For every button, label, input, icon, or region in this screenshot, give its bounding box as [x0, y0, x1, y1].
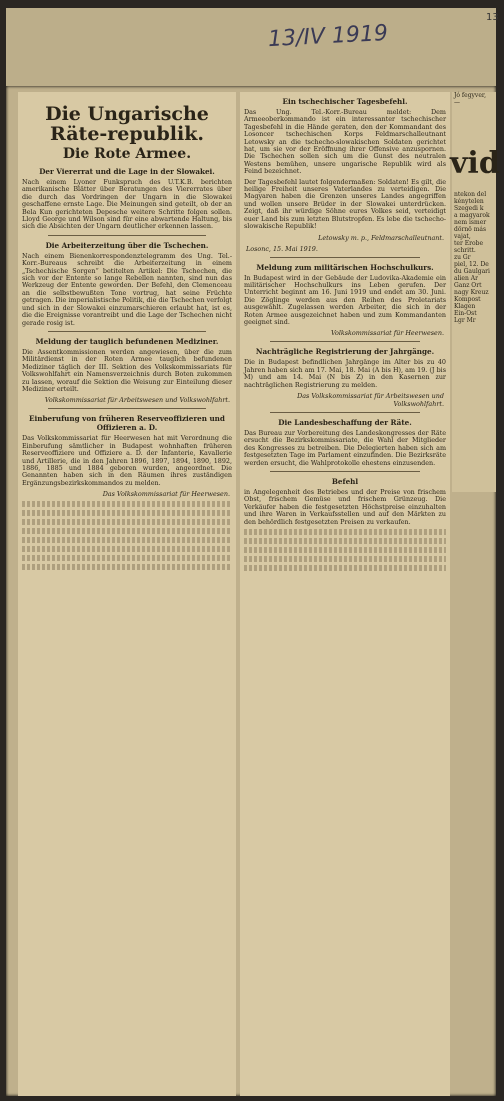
text-texture — [22, 510, 232, 516]
fragment-headline: vid — [450, 146, 500, 181]
section-text: Das Bureau zur Vorbereitung des Landeskongresses der Räte ersucht die Bezirkskommissariate, die Wahl der Mitglieder des Kongresses zu betreiben. Die Delegierten haben sich am festgesetzten Tage im Parlament einzufinden. Die Bezirksräte werden ersucht, die Wahlprotokolle ehestens einzusenden. — [244, 428, 446, 467]
right-partial-clipping — [450, 92, 500, 492]
section-text: In Budapest wird in der Gebäude der Ludovika-Akademie ein militärischer Hochschulkurs ins Leben gerufen. Der Unterricht beginnt am 16. Juni 1919 und endet am 30. Juni. Die Zöglinge werden aus den Reihen des Proletariats ausgewählt. Zugelassen werden Arbeiter, die sich in der Roten Armee ausgezeichnet haben und zum Kommandanten geeignet sind. — [244, 273, 446, 326]
divider — [270, 257, 420, 258]
dateline: Losonc, 15. Mai 1919. — [246, 244, 318, 253]
left-clipping — [18, 92, 236, 1096]
text-texture — [22, 519, 232, 525]
section-text: Die in Budapest befindlichen Jahrgänge im Alter bis zu 40 Jahren haben sich am 17. Mai, 18. Mai (A bis H), am 19. (J bis M) und am 14. Mai (N bis Z) in den Kasernen zur nachträglichen Registrierung zu melden. — [244, 358, 446, 389]
fragment-line: vajat, — [454, 233, 471, 240]
fragment-lines — [452, 191, 496, 324]
fragment-line: ntekon del — [454, 191, 487, 198]
page-number: 13 — [486, 12, 499, 23]
text-texture — [22, 537, 232, 543]
section-heading: Die Arbeiterzeitung über die Tschechen. — [45, 240, 209, 250]
section-text: Die Assentkommissionen werden angewiesen, über die zum Militärdienst in der Roten Armee tauglich befundenen Mediziner täglich der III. Sektion des Volkskommissariats für Volkswohlfahrt ein Namensverzeichnis durch Boten zukommen zu lassen, worauf die Sektion die Weisung zur Einteilung dieser Mediziner erteilt. — [22, 347, 232, 393]
fragment-line: — — [454, 99, 460, 106]
section-heading: Einberufung von früheren Reserveoffizieren und Offizieren a. D. — [29, 414, 225, 433]
text-texture — [244, 529, 446, 535]
signature: Das Volkskommissariat für Arbeitswesen und Volkswohlfahrt. — [297, 391, 444, 408]
text-texture — [22, 546, 232, 552]
section-text: in Angelegenheit des Betriebes und der Preise von frischem Obst, frischem Gemüse und frischem Grünzeug. Die Verkäufer haben die festgesetzten Höchstpreise einzuhalten und ihre Waren in Verkaufsstellen und auf den Märkten zu den behördlich festgesetzten Preisen zu verkaufen. — [244, 488, 446, 526]
section-text: Nach einem Bienenkorrespondenztelegramm des Ung. Tel.-Korr.-Bureaus schreibt die Arbeiterzeitung in einem „Tschechische Sorgen“ betitelten Artikel: Die Tschechen, die sich vor der Entente so lange Rebellen nannten, sind nun das Werkzeug der Entente geworden. Der Befehl, den Clemenceau an die selbstbewußten Tone vortrug, hat seine Früchte getragen. Die imperialistische Politik, die die Tschechen verfolgt und sich in der Slowakei einzumarschieren erlaubt hat, ist es, die die Ereignisse vorantreibt und die Lage der Tschechen nicht gerade rosig ist. — [22, 251, 232, 327]
handwritten-date: 13/IV 1919 — [267, 20, 389, 53]
fragment-line: a magyarok — [454, 212, 490, 219]
section-text: Nach einem Lyoner Funkspruch des U.T.K.B. berichten amerikanische Blätter über Beratungen des Viererrates über die durch das Vordringen der Ungarn in die Slowakei geschaffene ernste Lage. Die Meinungen sind geteilt, ob der an Bela Kun gerichteten Depesche weitere Schritte folgen sollen. Lloyd George und Wilson sind für eine abwartende Haltung, bis sich die Absichten der Ungarn deutlicher erkennen lassen. — [22, 178, 232, 231]
section-text: Der Tagesbefehl lautet folgendermaßen: Soldaten! Es gilt, die heilige Freiheit unseres Vaterlandes zu verteidigen. Die Magyaren haben die Grenzen unseres Landes angegriffen und wollen unsere Brüder in der Slowakei unterdrücken. Zeigt, daß ihr würdige Söhne eures Volkes seid, verteidigt euer Land bis zum letzten Blutstropfen. Es lebe die tschecho-slowakische Republik! — [244, 177, 446, 231]
header-strip — [6, 8, 496, 86]
fragment-line: dörnö más — [454, 226, 487, 233]
divider — [270, 341, 420, 342]
signature: Volkskommissariat für Heerwesen. — [330, 329, 444, 338]
divider — [48, 331, 206, 332]
fragment-line: du Gaulgari — [454, 268, 490, 275]
signature: Letowsky m. p., Feldmarschalleutnant. — [318, 233, 444, 242]
divider — [48, 235, 206, 236]
section-text: Das Volkskommissariat für Heerwesen hat mit Verordnung die Einberufung sämtlicher in Budapest wohnhaften früheren Reserveoffiziere und Offiziere a. D. der Infanterie, Kavallerie und Artillerie, die in den Jahren 1896, 1897, 1894, 1890, 1892, 1886, 1885 und 1884 geboren wurden, angeordnet. Die Genannten haben sich in den Räumen ihres zuständigen Ergänzungsbezirkskommandos zu melden. — [22, 434, 232, 487]
text-texture — [244, 556, 446, 562]
fragment-line: Kompost — [454, 296, 481, 303]
fragment-line: Lgr Mr — [454, 317, 476, 324]
section-heading: Meldung zum militärischen Hochschulkurs. — [256, 262, 434, 272]
divider — [270, 471, 420, 472]
fragment-line: Klagen — [454, 303, 476, 310]
fragment-line: Jó fegyver, — [454, 92, 486, 99]
text-texture — [244, 547, 446, 553]
section-heading: Meldung der tauglich befundenen Mediziner. — [35, 336, 219, 346]
article-subtitle: Die Rote Armee. — [62, 146, 192, 162]
divider — [48, 408, 206, 409]
text-texture — [22, 564, 232, 570]
fragment-line: Szegedi k — [454, 205, 484, 212]
section-heading: Ein tschechischer Tagesbefehl. — [282, 97, 408, 106]
section-text: Das Ung. Tel.-Korr.-Bureau meldet: Dem Armeeoberkommando ist ein interessanter tschechischer Tagesbefehl in die Hände geraten, den der Kommandant des Losoncer tschechischen Korps Feldmarschalleutnant Letowsky an die tschecho-slowakischen Soldaten gerichtet hat, um sie vor der Eröffnung ihrer Offensive anzuspornen. Die Tschechen sollen sich um die Gunst des neutralen Westens bemühen, unsere ungarische Republik wird als Feind bezeichnet. — [244, 108, 446, 176]
fragment-line: kénytelen — [454, 198, 484, 205]
fragment-line: Ganz Ort — [454, 282, 482, 289]
fragment-line: ter Erobe — [454, 240, 483, 247]
signature: Volkskommissariat für Arbeitswesen und Volkswohlfahrt. — [44, 396, 230, 405]
section-heading: Befehl — [331, 477, 359, 486]
section-heading: Nachträgliche Registrierung der Jahrgänge. — [255, 347, 435, 357]
fragment-line: nem ismer — [454, 219, 487, 226]
fragment-line: schritt. — [454, 247, 476, 254]
article-title: Die Ungarische Räte-republik. — [45, 103, 209, 145]
fragment-line: Ein-Ost — [454, 310, 477, 317]
section-heading: Der Viererrat und die Lage in der Slowakei. — [39, 167, 215, 176]
fragment-line: nagy Kreuz — [454, 289, 489, 296]
text-texture — [244, 538, 446, 544]
text-texture — [22, 501, 232, 507]
section-heading: Die Landesbeschaffung der Räte. — [278, 417, 412, 427]
fragment-line: zu Gr — [454, 254, 471, 261]
signature: Das Volkskommissariat für Heerwesen. — [102, 490, 230, 499]
middle-clipping — [240, 92, 450, 1096]
fragment-line: piel, 12. De — [454, 261, 489, 268]
fragment-line: alien Ar — [454, 275, 478, 282]
divider — [270, 412, 420, 413]
text-texture — [244, 565, 446, 571]
text-texture — [22, 555, 232, 561]
text-texture — [22, 528, 232, 534]
